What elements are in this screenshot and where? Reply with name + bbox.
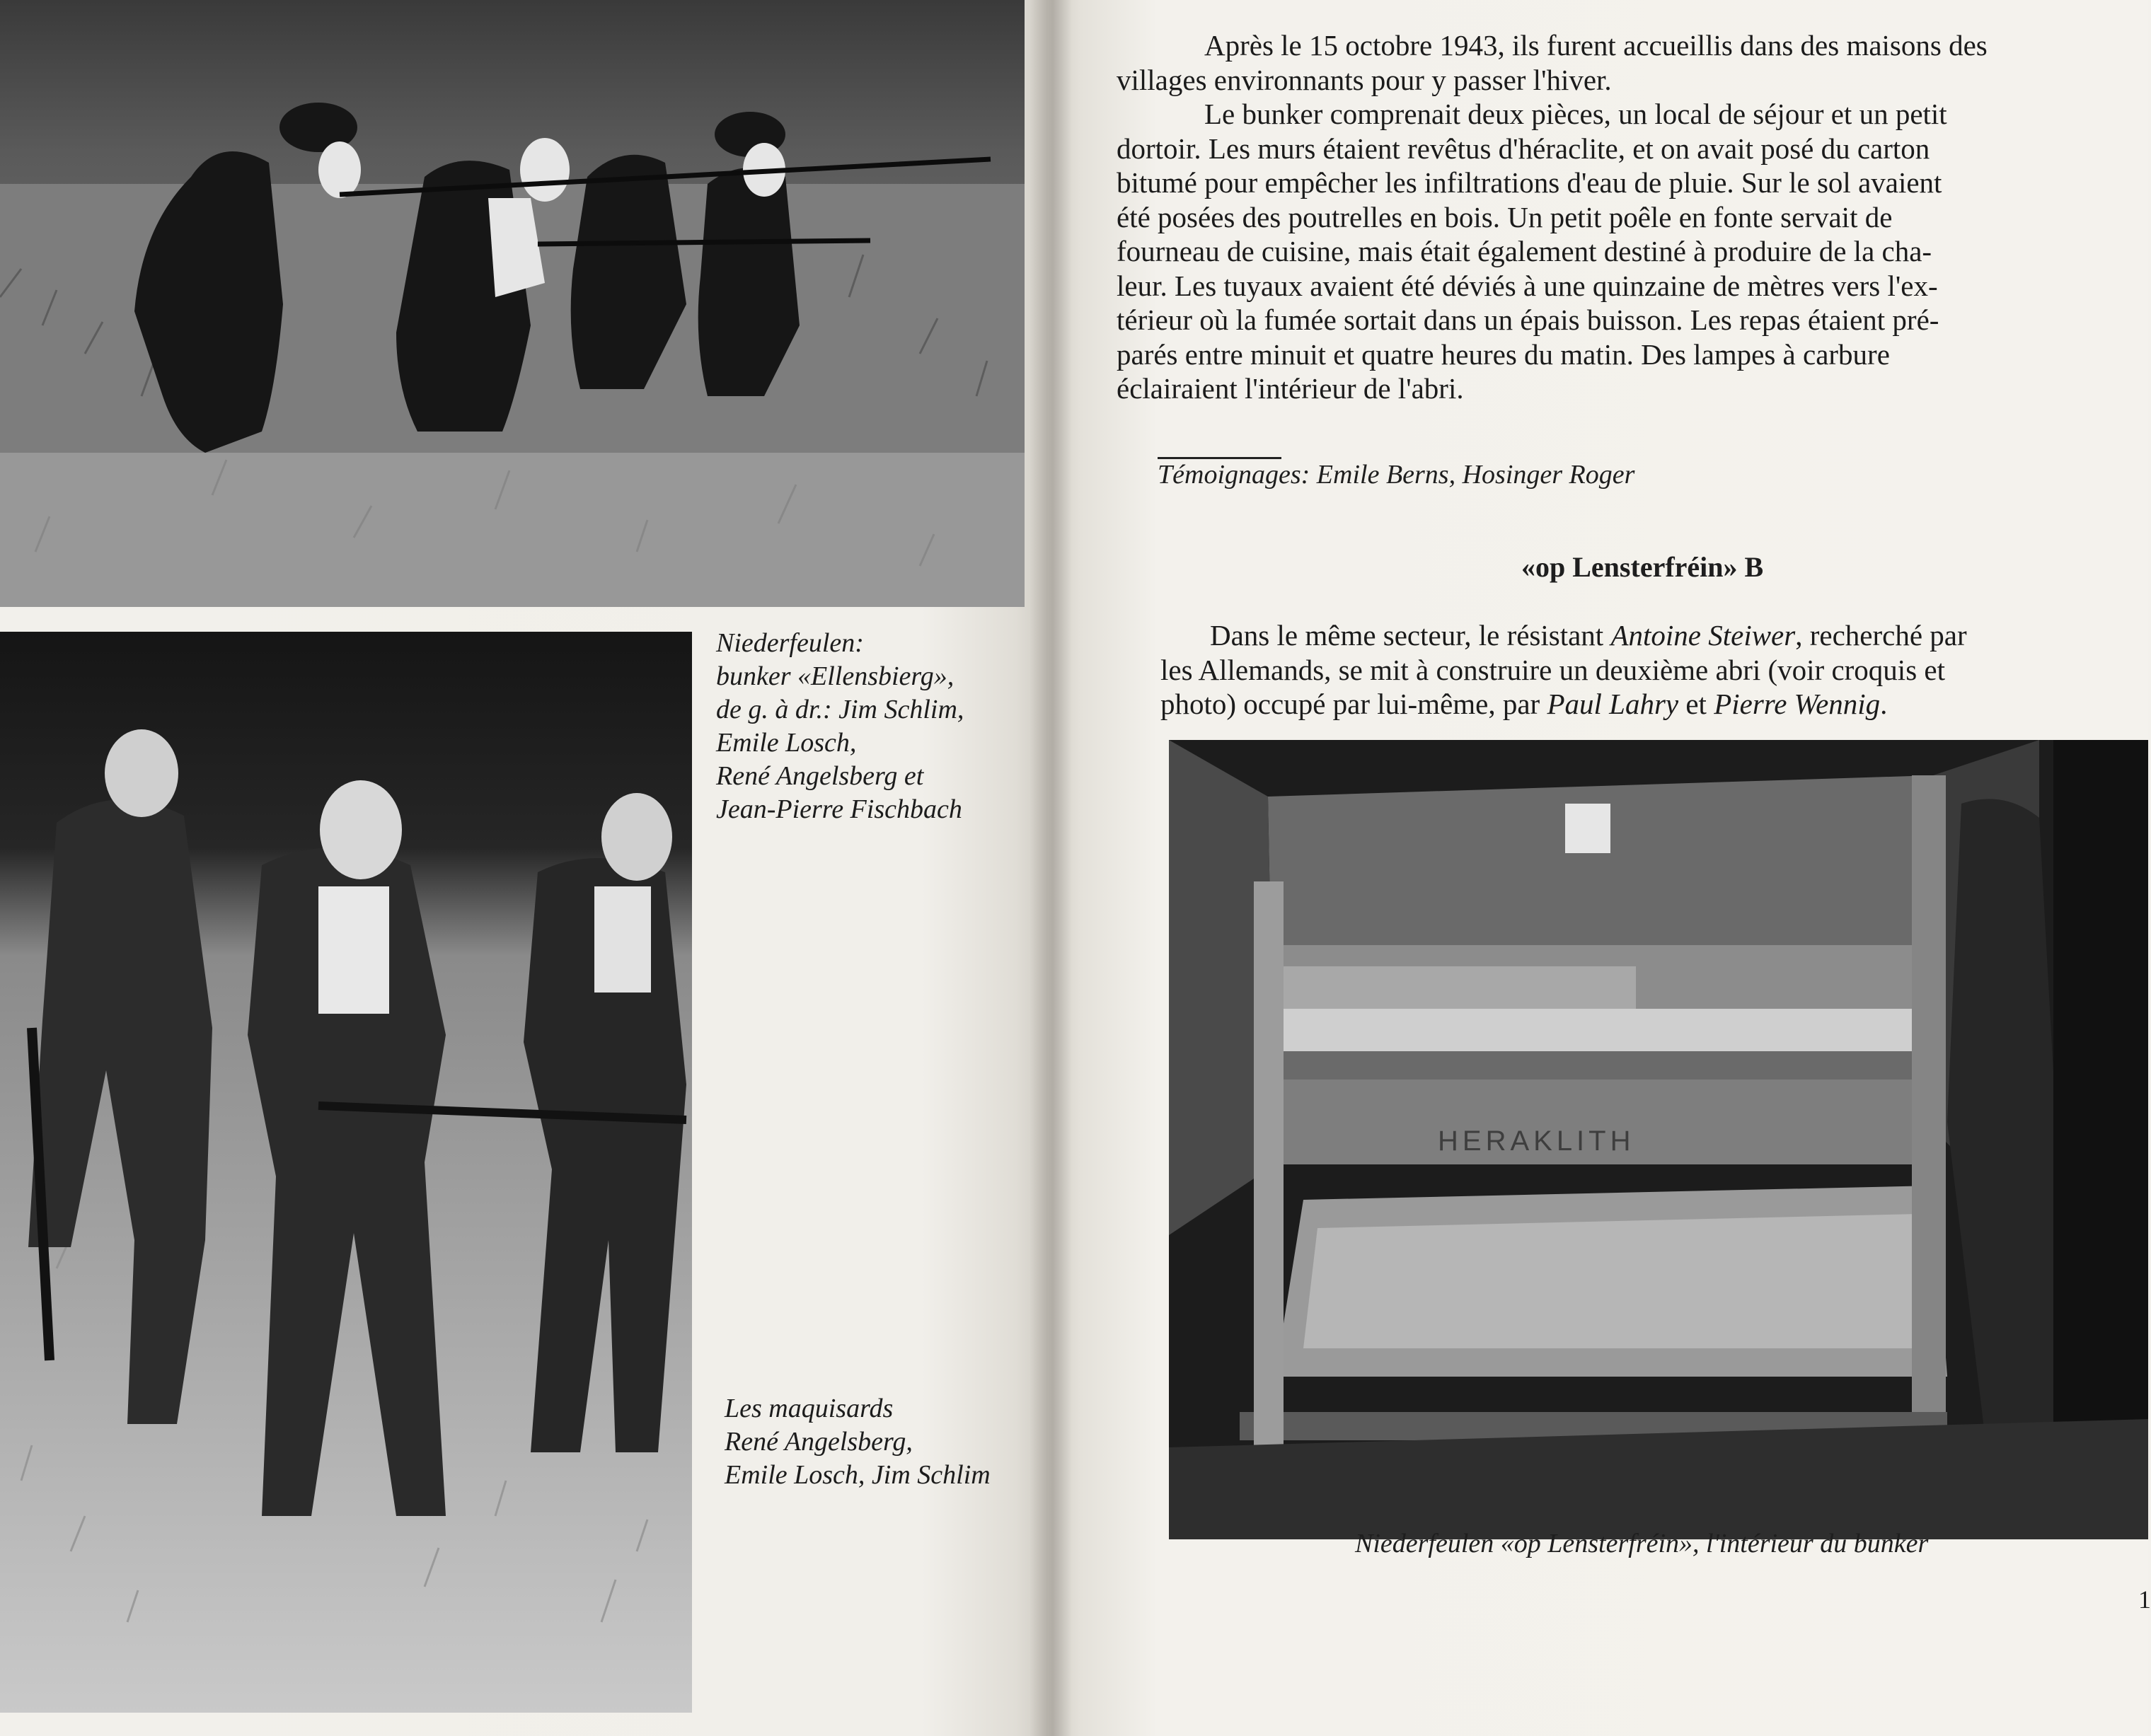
paragraph-3 bbox=[1160, 618, 2140, 722]
book-gutter bbox=[1030, 0, 1072, 1736]
caption-line: Niederfeulen: bbox=[716, 628, 864, 658]
text-segment: . bbox=[1880, 688, 1888, 720]
photo-riflemen bbox=[0, 0, 1025, 607]
text-line bbox=[1160, 687, 2140, 722]
caption-line: Emile Losch, bbox=[716, 728, 857, 758]
person-name: Antoine Steiwer bbox=[1610, 619, 1796, 652]
caption-ellensbierg bbox=[716, 627, 964, 826]
text-line: dortoir. Les murs étaient revêtus d'héraclite, et on avait posé du carton bbox=[1117, 132, 1930, 165]
text-line: fourneau de cuisine, mais était également destiné à produire de la cha- bbox=[1117, 235, 1932, 267]
paragraph-2 bbox=[1117, 97, 2140, 406]
text-line: villages environnants pour y passer l'hiver. bbox=[1117, 63, 1612, 96]
text-line bbox=[1160, 618, 2140, 653]
body-paragraphs bbox=[1117, 28, 2140, 406]
caption-line: Les maquisards bbox=[725, 1394, 894, 1423]
paragraph-1 bbox=[1117, 28, 2140, 97]
text-line: Le bunker comprenait deux pièces, un local de séjour et un petit bbox=[1204, 98, 1947, 130]
text-line: parés entre minuit et quatre heures du matin. Des lampes à carbure bbox=[1117, 337, 1890, 371]
section-title: «op Lensterfréin» B bbox=[1521, 551, 1764, 583]
person-name: Pierre Wennig bbox=[1714, 688, 1881, 720]
text-line: les Allemands, se mit à construire un deuxième abri (voir croquis et bbox=[1160, 653, 1945, 686]
text-line: leur. Les tuyaux avaient été déviés à une quinzaine de mètres vers l'ex- bbox=[1117, 269, 1938, 302]
caption-line: Emile Losch, Jim Schlim bbox=[725, 1460, 991, 1490]
testimony-credit: Témoignages: Emile Berns, Hosinger Roger bbox=[1158, 460, 1635, 490]
caption-line: bunker «Ellensbierg», bbox=[716, 661, 955, 691]
text-line: éclairaient l'intérieur de l'abri. bbox=[1117, 372, 1464, 405]
text-line: térieur où la fumée sortait dans un épais buisson. Les repas étaient pré- bbox=[1117, 303, 1939, 336]
text-segment: Dans le même secteur, le résistant bbox=[1210, 619, 1611, 652]
page-number: 1 bbox=[2138, 1585, 2151, 1614]
text-line: bitumé pour empêcher les infiltrations d'eau de pluie. Sur le sol avaient bbox=[1117, 166, 1942, 199]
bunker-wall-text: HERAKLITH bbox=[1438, 1125, 1635, 1157]
caption-line: René Angelsberg et bbox=[716, 761, 924, 791]
text-segment: et bbox=[1678, 688, 1714, 720]
bunker-caption: Niederfeulen «op Lensterfréin», l'intérieur du bunker bbox=[1355, 1529, 1929, 1558]
caption-line: de g. à dr.: Jim Schlim, bbox=[716, 695, 964, 724]
photo-maquisards bbox=[0, 632, 692, 1713]
text-line: été posées des poutrelles en bois. Un petit poêle en fonte servait de bbox=[1117, 200, 1893, 233]
person-name: Paul Lahry bbox=[1547, 688, 1679, 720]
photo-bunker-interior bbox=[1169, 740, 2148, 1539]
text-segment: photo) occupé par lui-même, par bbox=[1160, 688, 1547, 720]
caption-line: Jean-Pierre Fischbach bbox=[716, 794, 962, 824]
text-line: Après le 15 octobre 1943, ils furent accueillis dans des maisons des bbox=[1204, 29, 1988, 62]
caption-line: René Angelsberg, bbox=[725, 1427, 913, 1457]
caption-maquisards bbox=[725, 1392, 991, 1492]
text-segment: , recherché par bbox=[1795, 619, 1967, 652]
